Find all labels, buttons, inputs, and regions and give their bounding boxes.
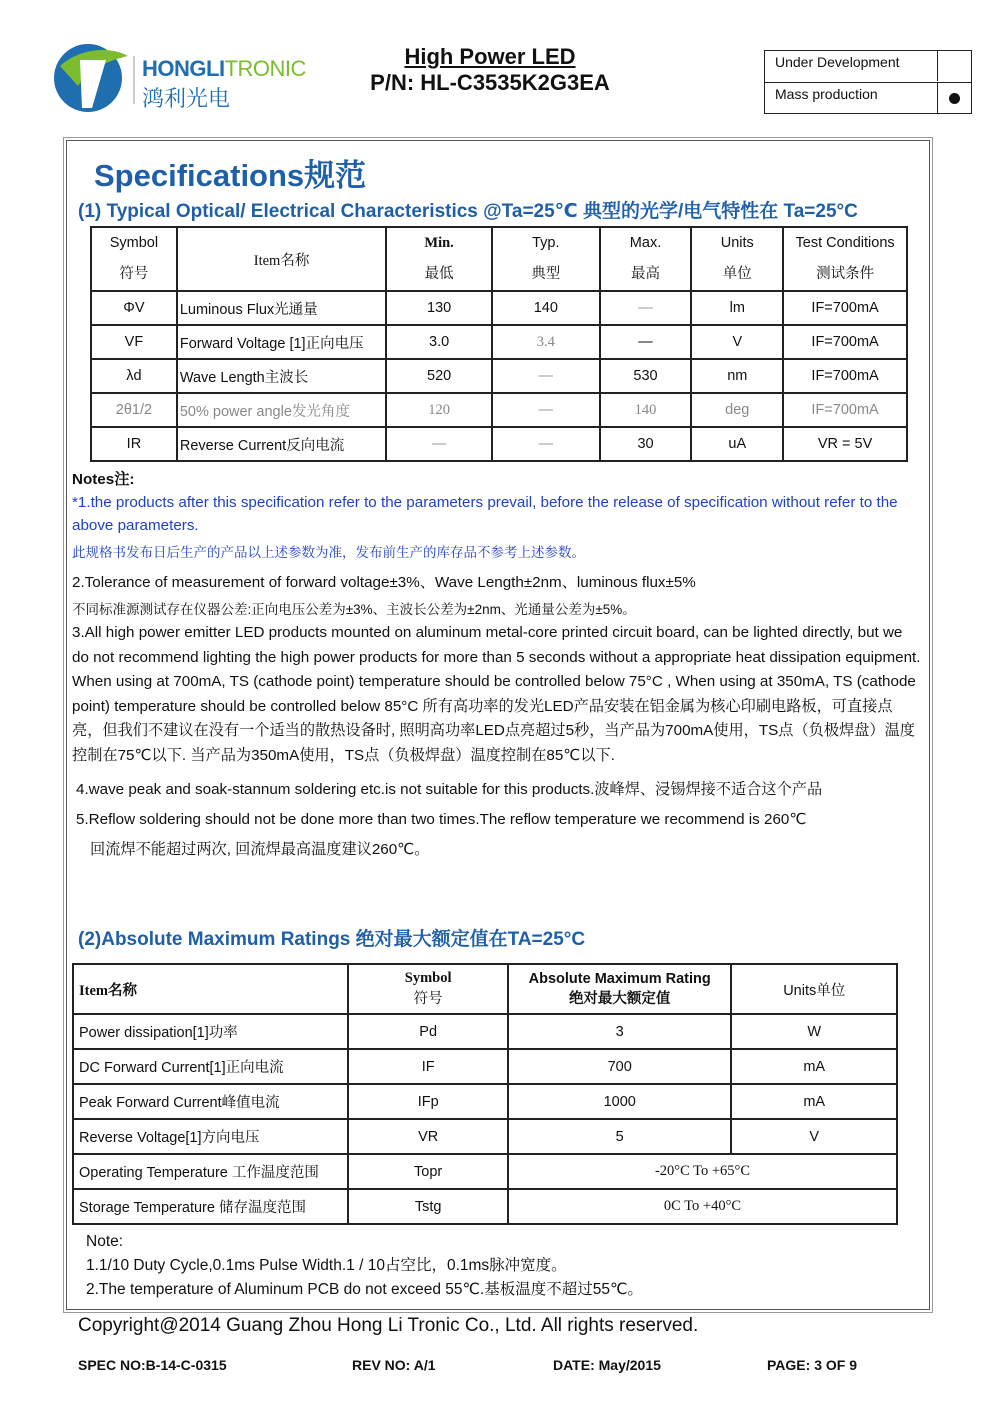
cell-units: V xyxy=(731,1119,897,1154)
header-item: Item名称 xyxy=(177,227,386,291)
cell-conditions: IF=700mA xyxy=(783,359,907,393)
cell-symbol: IR xyxy=(91,427,177,461)
cell-symbol: 2θ1/2 xyxy=(91,393,177,427)
cell-rating: 3 xyxy=(508,1014,731,1049)
production-status-box xyxy=(764,50,972,114)
header-typ: Typ. 典型 xyxy=(492,227,600,291)
cell-symbol: VR xyxy=(348,1119,508,1154)
note-3: 3.All high power emitter LED products mounted on aluminum metal-core printed circuit board, can be lighted directly, but we do not recommend lighting the high power products for more than 5 seconds without a appropriate heat dissipation equipment. When using at 700mA, TS (cathode point) temperature should be controlled below 75°C , When using at 350mA, TS (cathode point) temperature should be controlled below 85°C 所有高功率的发光LED产品安装在铝金属为核心印刷电路板，可直接点亮，但我们不建议在没有一个适当的散热设备时, 照明高功率LED点亮超过5秒，当产品为700mA使用，TS点（负极焊盘）温度控制在75℃以下. 当产品为350mA使用，TS点（负极焊盘）温度控制在85℃以下. xyxy=(72,624,921,764)
header-item: Item名称 xyxy=(73,964,348,1014)
brand-chinese-name: 鸿利光电 xyxy=(142,86,231,111)
table-row xyxy=(91,427,907,461)
table-header-row xyxy=(91,227,907,291)
status-under-development: Under Development xyxy=(765,51,971,81)
header-symbol: Symbol 符号 xyxy=(91,227,177,291)
table-row xyxy=(73,1189,897,1224)
abs-notes xyxy=(86,1230,926,1302)
cell-item: DC Forward Current[1]正向电流 xyxy=(73,1049,348,1084)
cell-symbol: IF xyxy=(348,1049,508,1084)
cell-rating: -20°C To +65°C xyxy=(508,1154,897,1189)
checked-dot-icon xyxy=(949,93,960,104)
cell-symbol: Pd xyxy=(348,1014,508,1049)
cell-min: — xyxy=(386,427,492,461)
abs-note-1: 1.1/10 Duty Cycle,0.1ms Pulse Width.1 / 10占空比，0.1ms脉冲宽度。 xyxy=(86,1257,567,1274)
note-2-en: 2.Tolerance of measurement of forward voltage±3%、Wave Length±2nm、luminous flux±5% xyxy=(72,574,696,591)
cell-typ: — xyxy=(492,393,600,427)
cell-rating: 700 xyxy=(508,1049,731,1084)
cell-typ: 140 xyxy=(492,291,600,325)
header-min: Min. 最低 xyxy=(386,227,492,291)
cell-item: Forward Voltage [1]正向电压 xyxy=(177,325,386,359)
cell-item: Operating Temperature 工作温度范围 xyxy=(73,1154,348,1189)
cell-symbol: λd xyxy=(91,359,177,393)
cell-units: mA xyxy=(731,1084,897,1119)
header-rating: Absolute Maximum Rating 绝对最大额定值 xyxy=(508,964,731,1014)
cell-min: 120 xyxy=(386,393,492,427)
cell-min: 520 xyxy=(386,359,492,393)
cell-min: 3.0 xyxy=(386,325,492,359)
part-number: P/N: HL-C3535K2G3EA xyxy=(370,70,610,95)
cell-item: Reverse Current反向电流 xyxy=(177,427,386,461)
cell-item: 50% power angle发光角度 xyxy=(177,393,386,427)
cell-item: Storage Temperature 储存温度范围 xyxy=(73,1189,348,1224)
table-row xyxy=(91,291,907,325)
cell-conditions: IF=700mA xyxy=(783,291,907,325)
header-symbol: Symbol 符号 xyxy=(348,964,508,1014)
cell-conditions: IF=700mA xyxy=(783,325,907,359)
status-mass-production: Mass production xyxy=(765,82,971,113)
cell-units: mA xyxy=(731,1049,897,1084)
table-header-row xyxy=(73,964,897,1014)
cell-symbol: Tstg xyxy=(348,1189,508,1224)
cell-units: V xyxy=(691,325,783,359)
section2-heading: (2)Absolute Maximum Ratings 绝对最大额定值在TA=25°C xyxy=(78,929,586,950)
cell-min: 130 xyxy=(386,291,492,325)
cell-units: nm xyxy=(691,359,783,393)
cell-item: Wave Length主波长 xyxy=(177,359,386,393)
cell-rating: 5 xyxy=(508,1119,731,1154)
cell-item: Power dissipation[1]功率 xyxy=(73,1014,348,1049)
cell-max: 30 xyxy=(600,427,692,461)
cell-units: deg xyxy=(691,393,783,427)
cell-typ: — xyxy=(492,359,600,393)
cell-symbol: VF xyxy=(91,325,177,359)
cell-rating: 0C To +40°C xyxy=(508,1189,897,1224)
cell-units: lm xyxy=(691,291,783,325)
cell-symbol: IFp xyxy=(348,1084,508,1119)
section1-heading: (1) Typical Optical/ Electrical Characteristics @Ta=25℃ 典型的光学/电气特性在 Ta=25°C xyxy=(78,201,858,222)
revision-number: REV NO: A/1 xyxy=(352,1357,436,1373)
note-1-cn: 此规格书发布日后生产的产品以上述参数为准，发布前生产的库存品不参考上述参数。 xyxy=(72,545,585,560)
cell-typ: — xyxy=(492,427,600,461)
note-5-en: 5.Reflow soldering should not be done more than two times.The reflow temperature we recommend is 260℃ xyxy=(76,811,807,828)
cell-conditions: IF=700mA xyxy=(783,393,907,427)
cell-symbol: Topr xyxy=(348,1154,508,1189)
table-row xyxy=(91,325,907,359)
cell-typ: 3.4 xyxy=(492,325,600,359)
notes-title: Notes注: xyxy=(72,471,135,488)
table-row xyxy=(73,1084,897,1119)
header-units: Units 单位 xyxy=(691,227,783,291)
cell-item: Luminous Flux光通量 xyxy=(177,291,386,325)
cell-max: — xyxy=(600,291,692,325)
table-row xyxy=(91,393,907,427)
cell-max: 140 xyxy=(600,393,692,427)
status-checkbox xyxy=(937,83,971,113)
note-5-cn: 回流焊不能超过两次, 回流焊最高温度建议260℃。 xyxy=(90,841,430,858)
cell-max: 530 xyxy=(600,359,692,393)
table-row xyxy=(73,1049,897,1084)
notes-section xyxy=(72,468,922,861)
page-number: PAGE: 3 OF 9 xyxy=(767,1357,857,1373)
abs-note-2: 2.The temperature of Aluminum PCB do not exceed 55℃.基板温度不超过55℃。 xyxy=(86,1281,643,1298)
cell-conditions: VR = 5V xyxy=(783,427,907,461)
cell-item: Peak Forward Current峰值电流 xyxy=(73,1084,348,1119)
abs-note-title: Note: xyxy=(86,1233,124,1250)
table-row xyxy=(73,1154,897,1189)
cell-item: Reverse Voltage[1]方向电压 xyxy=(73,1119,348,1154)
cell-rating: 1000 xyxy=(508,1084,731,1119)
document-date: DATE: May/2015 xyxy=(553,1357,661,1373)
table-row xyxy=(91,359,907,393)
copyright: Copyright@2014 Guang Zhou Hong Li Tronic Co., Ltd. All rights reserved. xyxy=(78,1315,699,1336)
cell-units: W xyxy=(731,1014,897,1049)
header-conditions: Test Conditions 测试条件 xyxy=(783,227,907,291)
header-units: Units单位 xyxy=(731,964,897,1014)
absolute-maximum-ratings-table xyxy=(72,963,898,1225)
cell-units: uA xyxy=(691,427,783,461)
table-row xyxy=(73,1014,897,1049)
document-title xyxy=(340,44,640,96)
header-max: Max. 最高 xyxy=(600,227,692,291)
status-checkbox xyxy=(937,51,971,81)
note-2-cn: 不同标准源测试存在仪器公差:正向电压公差为±3%、主波长公差为±2nm、光通量公差为±5%。 xyxy=(72,602,636,617)
cell-max: — xyxy=(600,325,692,359)
title-line-1: High Power LED xyxy=(404,44,576,69)
brand-name: HONGLITRONIC xyxy=(142,56,306,81)
note-4: 4.wave peak and soak-stannum soldering etc.is not suitable for this products.波峰焊、浸锡焊接不适合这个产品 xyxy=(76,781,823,798)
note-1-en: *1.the products after this specification refer to the parameters prevail, before the release of specification without refer to the above parameters. xyxy=(72,494,898,534)
spec-heading: Specifications规范 xyxy=(94,158,367,193)
spec-number: SPEC NO:B-14-C-0315 xyxy=(78,1357,227,1373)
optical-electrical-table xyxy=(90,226,908,462)
cell-symbol: ΦV xyxy=(91,291,177,325)
table-row xyxy=(73,1119,897,1154)
